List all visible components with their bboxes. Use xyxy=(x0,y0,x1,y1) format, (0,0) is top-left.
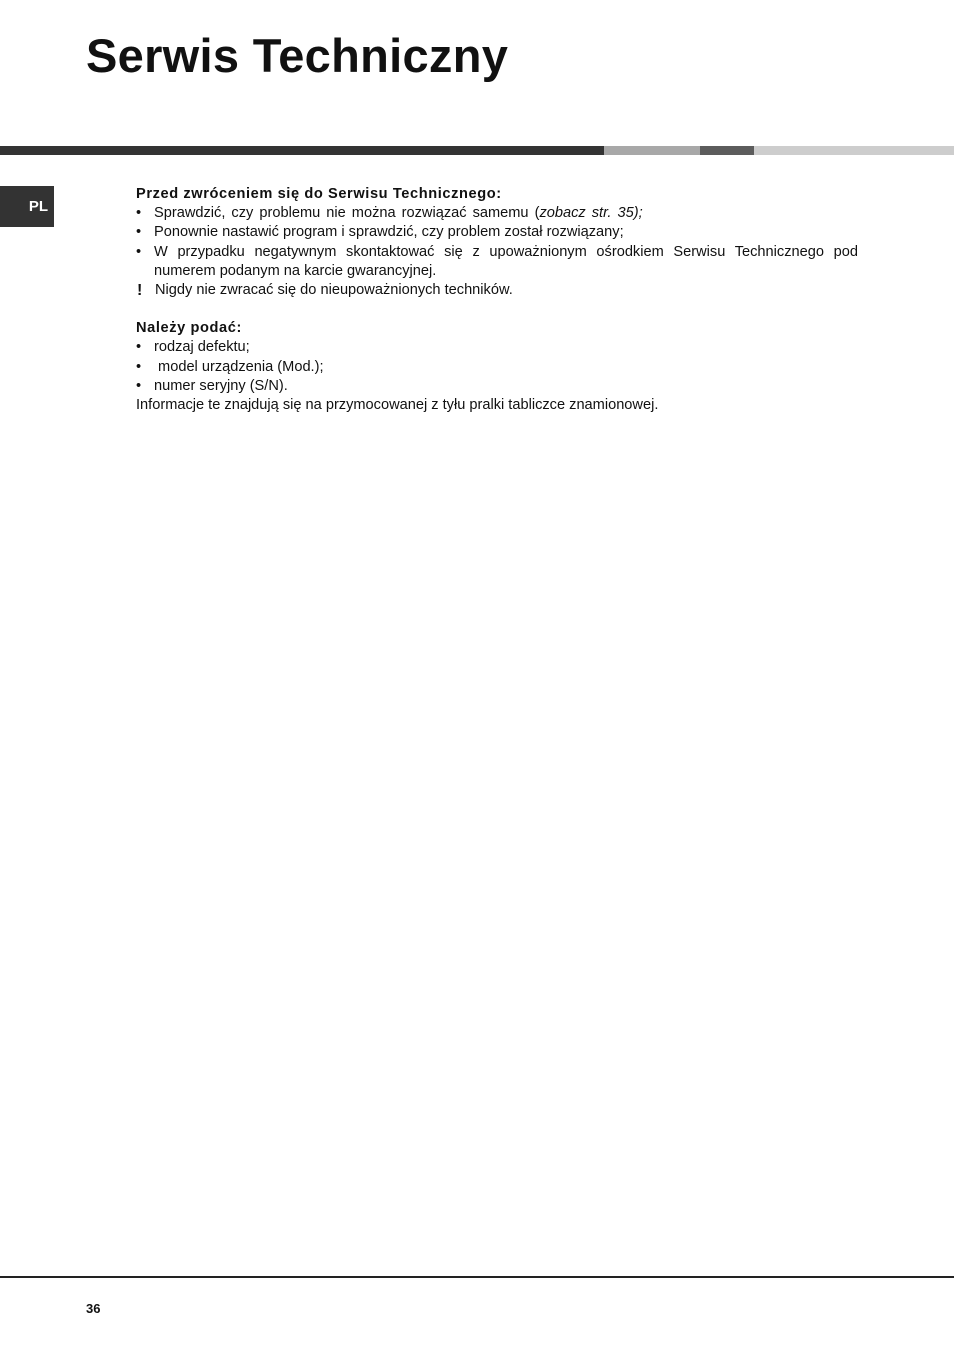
bullet-icon: • xyxy=(136,243,142,260)
bullet-icon: • xyxy=(136,339,142,356)
list-item-text: rodzaj defektu; xyxy=(154,339,250,356)
exclamation-icon: ! xyxy=(137,282,143,300)
page-title: Serwis Techniczny xyxy=(86,29,509,82)
provide-heading: Należy podać: xyxy=(136,320,242,337)
list-item xyxy=(136,204,858,223)
language-tab: PL xyxy=(0,186,54,227)
list-item xyxy=(136,243,858,281)
section-gap xyxy=(136,300,858,319)
list-item-label: Sprawdzić, czy problemu nie można rozwiązać samemu ( xyxy=(154,205,540,222)
list-item xyxy=(136,377,858,396)
list-item-text xyxy=(154,204,858,223)
bullet-icon: • xyxy=(136,377,142,394)
footer-divider xyxy=(0,1276,954,1278)
list-item-text: W przypadku negatywnym skontaktować się z upoważnionym ośrodkiem Serwisu Technicznego pod numerem podanym na karcie gwarancyjnej. xyxy=(154,243,858,279)
header-bar-segment-mid xyxy=(604,146,700,155)
main-content xyxy=(136,185,858,415)
header-bar-segment-dark xyxy=(0,146,604,155)
list-item-text: Ponownie nastawić program i sprawdzić, czy problem został rozwiązany; xyxy=(154,224,624,241)
rating-plate-note: Informacje te znajdują się na przymocowanej z tyłu pralki tabliczce znamionowej. xyxy=(136,397,659,414)
header-bar-segment-accent xyxy=(700,146,754,155)
warning-item xyxy=(136,281,858,300)
list-item-text: numer seryjny (S/N). xyxy=(154,377,288,394)
header-bar-segment-light xyxy=(754,146,954,155)
page-reference: zobacz str. 35); xyxy=(539,205,643,222)
before-contact-heading: Przed zwróceniem się do Serwisu Technicznego: xyxy=(136,186,502,202)
list-item-text: model urządzenia (Mod.); xyxy=(154,358,324,375)
bullet-icon: • xyxy=(136,358,142,375)
warning-text: Nigdy nie zwracać się do nieupoważnionych techników. xyxy=(155,282,513,299)
bullet-icon: • xyxy=(136,224,142,241)
page-number: 36 xyxy=(86,1301,101,1316)
list-item xyxy=(136,358,858,377)
bullet-icon: • xyxy=(136,205,142,222)
list-item xyxy=(136,338,858,357)
list-item xyxy=(136,223,858,242)
